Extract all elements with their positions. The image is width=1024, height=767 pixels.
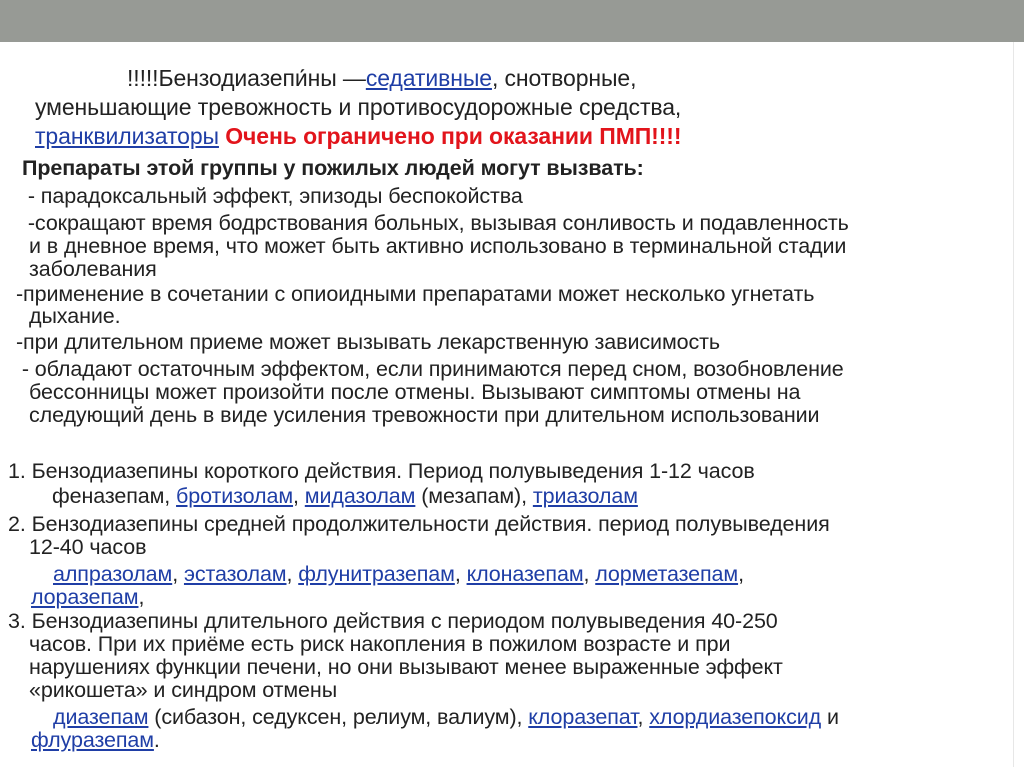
right-edge-divider [1013, 42, 1024, 767]
separator: , [138, 585, 145, 609]
group-2-drugs [31, 564, 744, 586]
effect-item-cont: бессонницы может произойти после отмены. Вызывают симптомы отмены на [29, 380, 801, 404]
separator: , [454, 562, 467, 586]
group-2-title-cont: 12-40 часов [29, 535, 147, 559]
drug-name: феназепам, [52, 484, 177, 508]
link-clonazepam[interactable]: клоназепам [466, 562, 584, 586]
group-3-title-cont: часов. При их приёме есть риск накопления в пожилом возрасте и при [29, 632, 731, 656]
link-estazolam[interactable]: эстазолам [183, 562, 287, 586]
effect-item-cont: дыхание. [29, 304, 121, 328]
effect-item-cont: заболевания [29, 257, 157, 281]
link-brotizolam[interactable]: бротизолам [176, 484, 294, 508]
separator: , [637, 705, 650, 729]
group-2-title: 2. Бензодиазепины средней продолжительности действия. период полувыведения [8, 512, 830, 536]
group-3-title-cont: «рикошета» и синдром отмены [29, 678, 338, 702]
group-2-drugs-cont [31, 587, 144, 609]
intro-line-2: уменьшающие тревожность и противосудорожные средства, [35, 94, 682, 120]
effect-item-cont: следующий день в виде усиления тревожности при длительном использовании [29, 403, 820, 427]
group-3-drugs-cont [31, 730, 160, 752]
conjunction: и [821, 705, 839, 729]
link-flurazepam[interactable]: флуразепам [31, 728, 154, 752]
effect-item: -применение в сочетании с опиоидными препаратами может несколько угнетать [16, 282, 815, 306]
separator: , [286, 562, 299, 586]
link-sedatives[interactable]: седативные [365, 65, 492, 91]
effect-item: -при длительном приеме может вызывать лекарственную зависимость [16, 330, 720, 354]
link-flunitrazepam[interactable]: флунитразепам [298, 562, 455, 586]
link-diazepam[interactable]: диазепам [53, 705, 149, 729]
effect-item: -сокращают время бодрствования больных, вызывая сонливость и подавленность [22, 211, 849, 235]
group-3-title-cont: нарушениях функции печени, но они вызывают менее выраженные эффект [29, 655, 783, 679]
intro-line-3 [35, 125, 681, 148]
link-lormetazepam[interactable]: лорметазепам [595, 562, 739, 586]
link-clorazepate[interactable]: клоразепат [528, 705, 638, 729]
top-banner [0, 0, 1024, 42]
link-chlordiazepoxide[interactable]: хлордиазепоксид [649, 705, 822, 729]
intro-text: , снотворные, [491, 65, 637, 91]
intro-line-1 [127, 67, 636, 90]
group-3-drugs [31, 707, 839, 729]
separator: , [738, 562, 744, 586]
separator: , [583, 562, 596, 586]
effect-item-cont: и в дневное время, что может быть активно использовано в терминальной стадии [29, 234, 847, 258]
link-triazolam[interactable]: триазолам [532, 484, 638, 508]
separator: . [153, 728, 160, 752]
group-3-title: 3. Бензодиазепины длительного действия с периодом полувыведения 40-250 [8, 609, 778, 633]
drug-alias: (мезапам), [415, 484, 533, 508]
link-tranquilizers[interactable]: транквилизаторы [35, 123, 219, 149]
intro-text: !!!!!Бензодиазепи́ны — [127, 65, 366, 91]
effect-item: - парадоксальный эффект, эпизоды беспокойства [22, 184, 523, 208]
separator: , [172, 562, 184, 586]
group-1-title: 1. Бензодиазепины короткого действия. Период полувыведения 1-12 часов [8, 459, 755, 483]
warning-text: Очень ограничено при оказании ПМП!!!! [218, 123, 682, 149]
drug-alias: (сибазон, седуксен, релиум, валиум), [148, 705, 529, 729]
separator: , [293, 484, 305, 508]
effect-item: - обладают остаточным эффектом, если принимаются перед сном, возобновление [16, 357, 844, 381]
group-1-drugs [52, 486, 638, 508]
elderly-heading: Препараты этой группы у пожилых людей могут вызвать: [22, 156, 644, 180]
link-alprazolam[interactable]: алпразолам [53, 562, 173, 586]
link-lorazepam[interactable]: лоразепам [31, 585, 139, 609]
link-midazolam[interactable]: мидазолам [304, 484, 416, 508]
